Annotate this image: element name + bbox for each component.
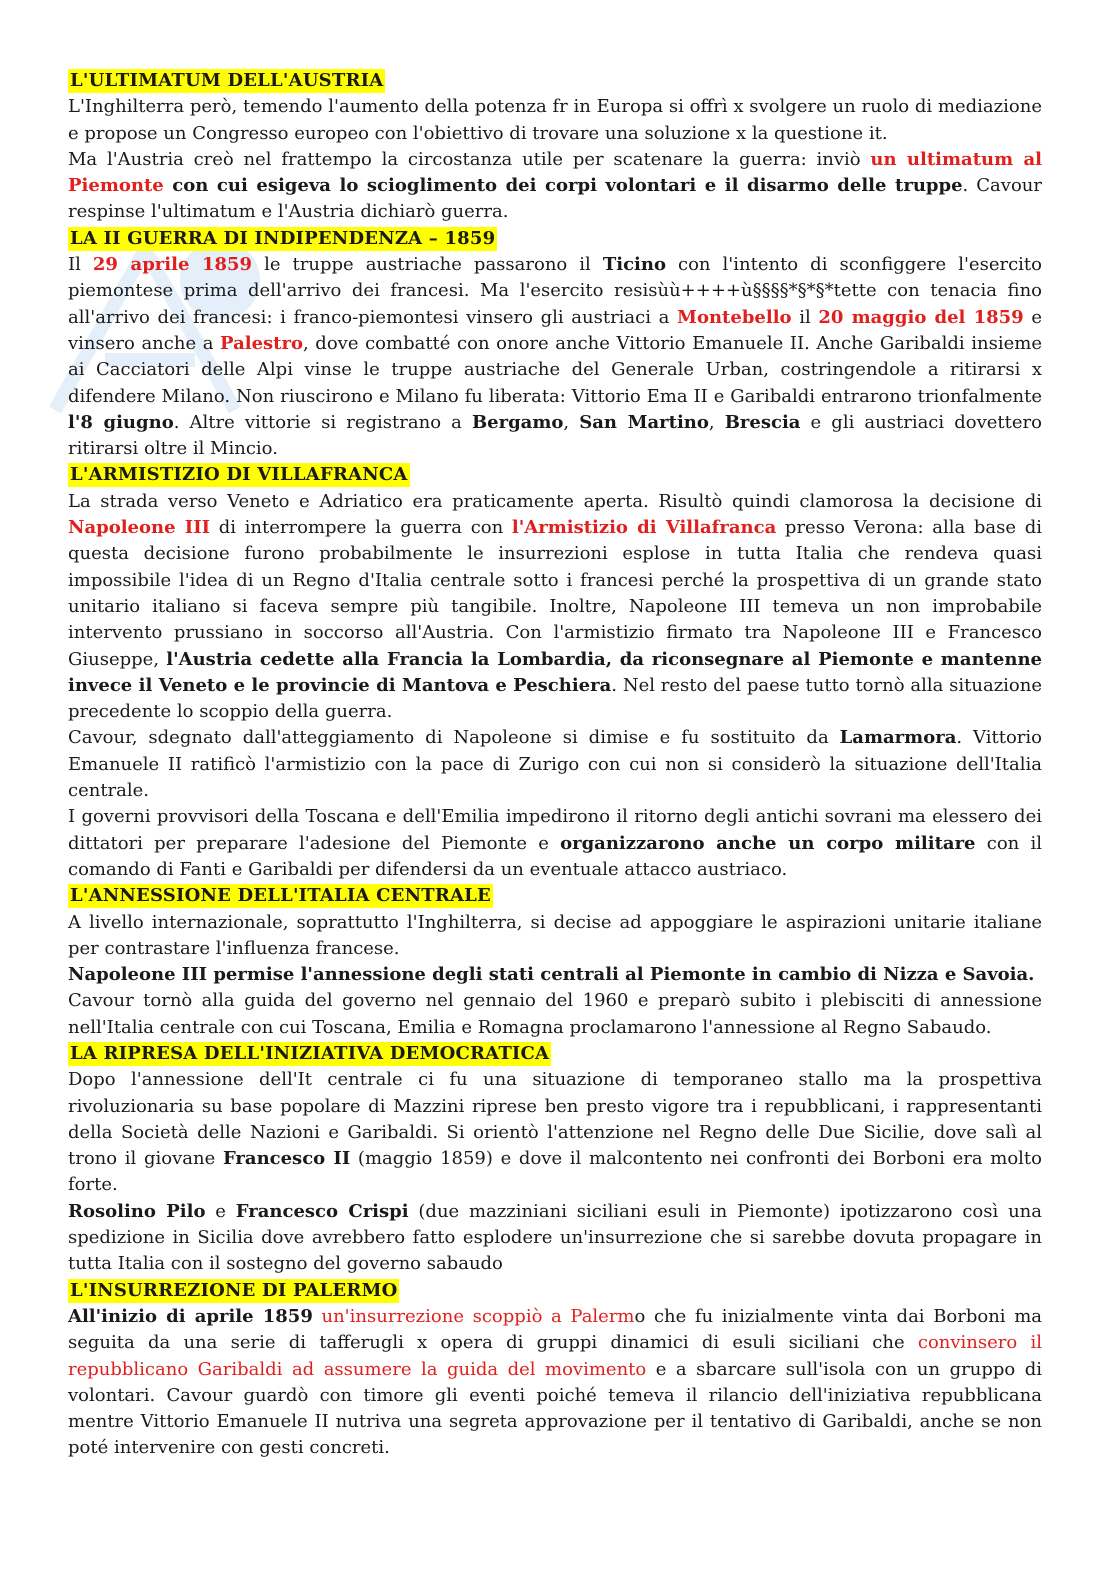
section-heading: LA II GUERRA DI INDIPENDENZA – 1859 [70, 227, 496, 249]
section-heading: L'INSURREZIONE DI PALERMO [70, 1279, 398, 1301]
paragraph: Napoleone III permise l'annessione degli stati centrali al Piemonte in cambio di Nizza e Savoia. [68, 964, 1035, 986]
paragraph: Ma l'Austria creò nel frattempo la circostanza utile per scatenare la guerra: inviò un ultimatum al Piemonte con cui esigeva lo scioglimento dei corpi volontari e il disarmo delle truppe. Cavour respinse l'ultimatum e l'Austria dichiarò guerra. [68, 148, 1042, 223]
section-heading: L'ARMISTIZIO DI VILLAFRANCA [70, 464, 408, 486]
section-ultimatum [68, 68, 1042, 226]
section-ripresa [68, 1041, 1042, 1278]
document-page [68, 68, 1042, 1462]
paragraph: Cavour tornò alla guida del governo nel gennaio del 1960 e preparò subito i plebisciti di annessione nell'Italia centrale con cui Toscana, Emilia e Romagna proclamarono l'annessione al Regno Sabaudo. [68, 990, 1042, 1038]
paragraph: Cavour, sdegnato dall'atteggiamento di Napoleone si dimise e fu sostituito da Lamarmora. Vittorio Emanuele II ratificò l'armistizio con la pace di Zurigo con cui non si considerò la situazione dell'Italia centrale. [68, 727, 1042, 802]
section-heading: LA RIPRESA DELL'INIZIATIVA DEMOCRATICA [70, 1042, 550, 1064]
section-seconda-guerra [68, 226, 1042, 463]
paragraph: Rosolino Pilo e Francesco Crispi (due mazziniani siciliani esuli in Piemonte) ipotizzarono così una spedizione in Sicilia dove avrebbero fatto esplodere un'insurrezione che si sarebbe dovuta propagare in tutta Italia con il sostegno del governo sabaudo [68, 1200, 1042, 1275]
section-armistizio [68, 462, 1042, 883]
paragraph: Il 29 aprile 1859 le truppe austriache passarono il Ticino con l'intento di sconfiggere l'esercito piemontese prima dell'arrivo dei francesi. Ma l'esercito resisùù++++ù§§§§*§*§*tette con tenacia fino all'arrivo dei francesi: i franco-piemontesi vinsero gli austriaci a Montebello il 20 maggio del 1859 e vinsero anche a Palestro, dove combatté con onore anche Vittorio Emanuele II. Anche Garibaldi insieme ai Cacciatori delle Alpi vinse le truppe austriache del Generale Urban, costringendole a ritirarsi x difendere Milano. Non riuscirono e Milano fu liberata: Vittorio Ema II e Garibaldi entrarono trionfalmente l'8 giugno. Altre vittorie si registrano a Bergamo, San Martino, Brescia e gli austriaci dovettero ritirarsi oltre il Mincio. [68, 254, 1042, 460]
paragraph: Dopo l'annessione dell'It centrale ci fu una situazione di temporaneo stallo ma la prospettiva rivoluzionaria su base popolare di Mazzini riprese ben presto vigore tra i repubblicani, i rappresentanti della Società delle Nazioni e Garibaldi. Si orientò l'attenzione nel Regno delle Due Sicilie, dove salì al trono il giovane Francesco II (maggio 1859) e dove il malcontento nei confronti dei Borboni era molto forte. [68, 1069, 1042, 1196]
section-palermo [68, 1278, 1042, 1462]
section-annessione [68, 883, 1042, 1041]
section-heading: L'ULTIMATUM DELL'AUSTRIA [70, 70, 384, 91]
paragraph: All'inizio di aprile 1859 un'insurrezione scoppiò a Palermo che fu inizialmente vinta dai Borboni ma seguita da una serie di tafferugli x opera di gruppi dinamici di esuli siciliani che convinsero il repubblicano Garibaldi ad assumere la guida del movimento e a sbarcare sull'isola con un gruppo di volontari. Cavour guardò con timore gli eventi poiché temeva il rilancio dell'iniziativa repubblicana mentre Vittorio Emanuele II nutriva una segreta approvazione per il tentativo di Garibaldi, anche se non poté intervenire con gesti concreti. [68, 1305, 1043, 1459]
paragraph: L'Inghilterra però, temendo l'aumento della potenza fr in Europa si offrì x svolgere un ruolo di mediazione e propose un Congresso europeo con l'obiettivo di trovare una soluzione x la questione it. [68, 96, 1042, 144]
paragraph: I governi provvisori della Toscana e dell'Emilia impedirono il ritorno degli antichi sovrani ma elessero dei dittatori per preparare l'adesione del Piemonte e organizzarono anche un corpo militare con il comando di Fanti e Garibaldi per difendersi da un eventuale attacco austriaco. [68, 806, 1043, 880]
section-heading: L'ANNESSIONE DELL'ITALIA CENTRALE [70, 885, 491, 907]
paragraph: A livello internazionale, soprattutto l'Inghilterra, si decise ad appoggiare le aspirazioni unitarie italiane per contrastare l'influenza francese. [68, 911, 1042, 959]
paragraph: La strada verso Veneto e Adriatico era praticamente aperta. Risultò quindi clamorosa la decisione di Napoleone III di interrompere la guerra con l'Armistizio di Villafranca presso Verona: alla base di questa decisione furono probabilmente le insurrezioni esplose in tutta Italia che rendeva quasi impossibile l'idea di un Regno d'Italia centrale sotto i francesi perché la prospettiva di un grande stato unitario italiano si faceva sempre più tangibile. Inoltre, Napoleone III temeva un non improbabile intervento prussiano in soccorso all'Austria. Con l'armistizio firmato tra Napoleone III e Francesco Giuseppe, l'Austria cedette alla Francia la Lombardia, da riconsegnare al Piemonte e mantenne invece il Veneto e le provincie di Mantova e Peschiera. Nel resto del paese tutto tornò alla situazione precedente lo scoppio della guerra. [68, 490, 1043, 723]
